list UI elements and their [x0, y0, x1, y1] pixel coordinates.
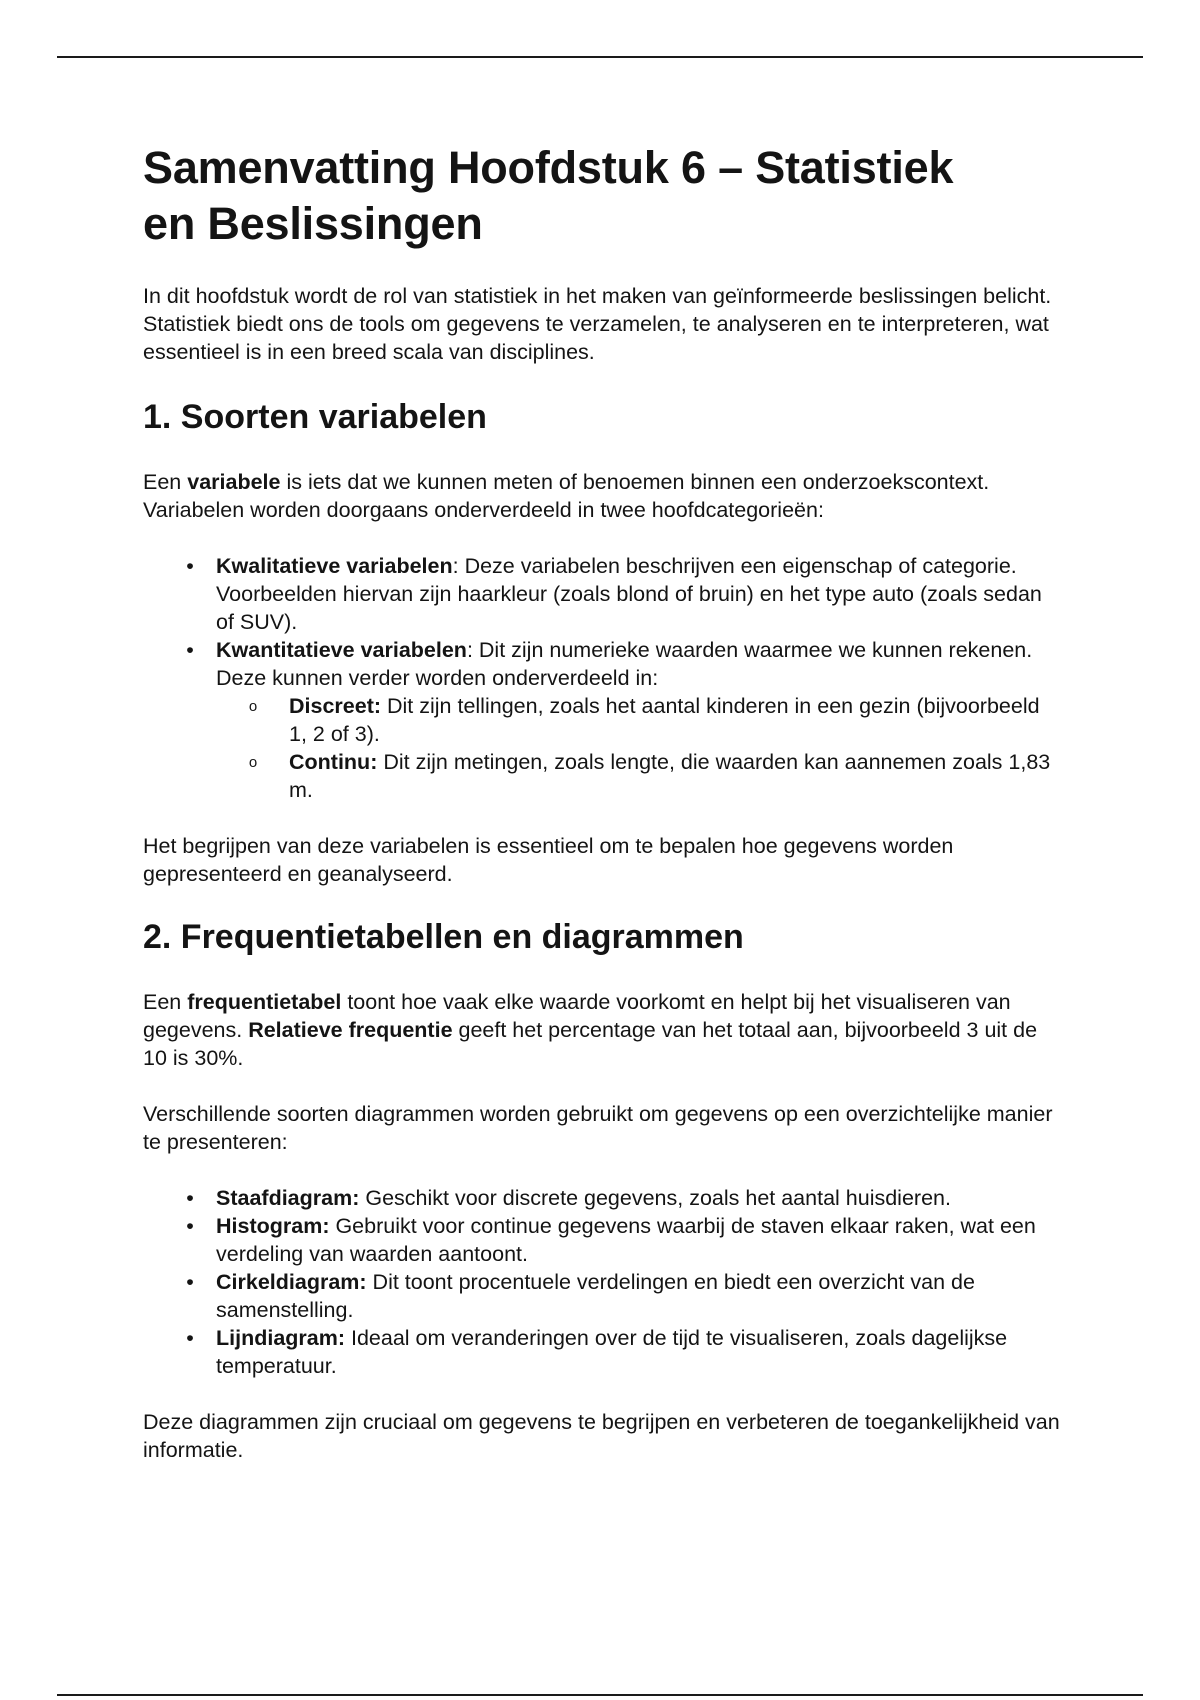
section-1-paragraph: Een variabele is iets dat we kunnen meten of benoemen binnen een onderzoekscontext. Variabelen worden doorgaans onderverdeeld in twee hoofdcategorieën: — [143, 470, 990, 522]
list-item-label: Cirkeldiagram: — [216, 1270, 367, 1294]
list-item-text: : Dit zijn numerieke waarden waarmee we kunnen rekenen. Deze kunnen verder worden onderverdeeld in: — [216, 638, 1033, 690]
list-item — [143, 552, 1063, 636]
list-item-label: Kwalitatieve variabelen — [216, 554, 453, 578]
list-item — [143, 636, 1063, 804]
list-item — [143, 1324, 1063, 1380]
list-item — [143, 1212, 1063, 1268]
term-variabele: variabele — [187, 470, 281, 494]
list-item — [143, 1184, 1063, 1212]
quantitative-sublist — [216, 692, 1063, 804]
bullet-icon: • — [186, 1214, 194, 1238]
list-item — [143, 1268, 1063, 1324]
list-item-text: Ideaal om veranderingen over de tijd te visualiseren, zoals dagelijkse temperatuur. — [216, 1326, 1008, 1378]
sub-list-item-text: Dit zijn tellingen, zoals het aantal kinderen in een gezin (bijvoorbeeld 1, 2 of 3). — [289, 694, 1040, 746]
bullet-icon: • — [186, 638, 194, 662]
bullet-icon: • — [186, 1186, 194, 1210]
diagram-types-list — [143, 1184, 1063, 1380]
term-frequentietabel: frequentietabel — [187, 990, 342, 1014]
bottom-rule — [57, 1694, 1143, 1696]
section-1-heading: 1. Soorten variabelen — [143, 398, 487, 436]
title-line-2: en Beslissingen — [143, 198, 483, 249]
top-rule — [57, 56, 1143, 58]
section-2-paragraph-1: Een frequentietabel toont hoe vaak elke waarde voorkomt en helpt bij het visualiseren van gegevens. Relatieve frequentie geeft het percentage van het totaal aan, bijvoorbeeld 3 uit de 10 is 30%. — [143, 990, 1038, 1070]
circle-bullet-icon: o — [248, 754, 258, 771]
list-item-text: Geschikt voor discrete gegevens, zoals het aantal huisdieren. — [359, 1186, 951, 1210]
circle-bullet-icon: o — [248, 698, 258, 715]
document-body — [143, 140, 1063, 1464]
sub-list-item-label: Discreet: — [289, 694, 382, 718]
section-2-heading: 2. Frequentietabellen en diagrammen — [143, 918, 744, 956]
sub-list-item — [216, 692, 1063, 748]
bullet-icon: • — [186, 1270, 194, 1294]
sub-list-item-label: Continu: — [289, 750, 378, 774]
sub-list-item — [216, 748, 1063, 804]
bullet-icon: • — [186, 1326, 194, 1350]
intro-paragraph: In dit hoofdstuk wordt de rol van statistiek in het maken van geïnformeerde beslissingen belicht. Statistiek biedt ons de tools om gegevens te verzamelen, te analyseren en te interpreteren, wat essentieel is in een breed scala van disciplines. — [143, 284, 1052, 364]
list-item-label: Lijndiagram: — [216, 1326, 346, 1350]
list-item-text: Dit toont procentuele verdelingen en biedt een overzicht van de samenstelling. — [216, 1270, 975, 1322]
bullet-icon: • — [186, 554, 194, 578]
list-item-text: Gebruikt voor continue gegevens waarbij de staven elkaar raken, wat een verdeling van waarden aantoont. — [216, 1214, 1036, 1266]
section-1-closing: Het begrijpen van deze variabelen is essentieel om te bepalen hoe gegevens worden gepresenteerd en geanalyseerd. — [143, 834, 954, 886]
list-item-label: Staafdiagram: — [216, 1186, 360, 1210]
document-title — [143, 140, 1063, 252]
list-item-label: Kwantitatieve variabelen — [216, 638, 467, 662]
section-2-closing: Deze diagrammen zijn cruciaal om gegevens te begrijpen en verbeteren de toegankelijkheid van informatie. — [143, 1410, 1060, 1462]
term-relatieve-frequentie: Relatieve frequentie — [248, 1018, 453, 1042]
title-line-1: Samenvatting Hoofdstuk 6 – Statistiek — [143, 142, 954, 193]
variable-types-list — [143, 552, 1063, 804]
sub-list-item-text: Dit zijn metingen, zoals lengte, die waarden kan aannemen zoals 1,83 m. — [289, 750, 1051, 802]
list-item-text: : Deze variabelen beschrijven een eigenschap of categorie. Voorbeelden hiervan zijn haarkleur (zoals blond of bruin) en het type auto (zoals sedan of SUV). — [216, 554, 1042, 634]
section-2-paragraph-2: Verschillende soorten diagrammen worden gebruikt om gegevens op een overzichtelijke manier te presenteren: — [143, 1102, 1053, 1154]
list-item-label: Histogram: — [216, 1214, 330, 1238]
